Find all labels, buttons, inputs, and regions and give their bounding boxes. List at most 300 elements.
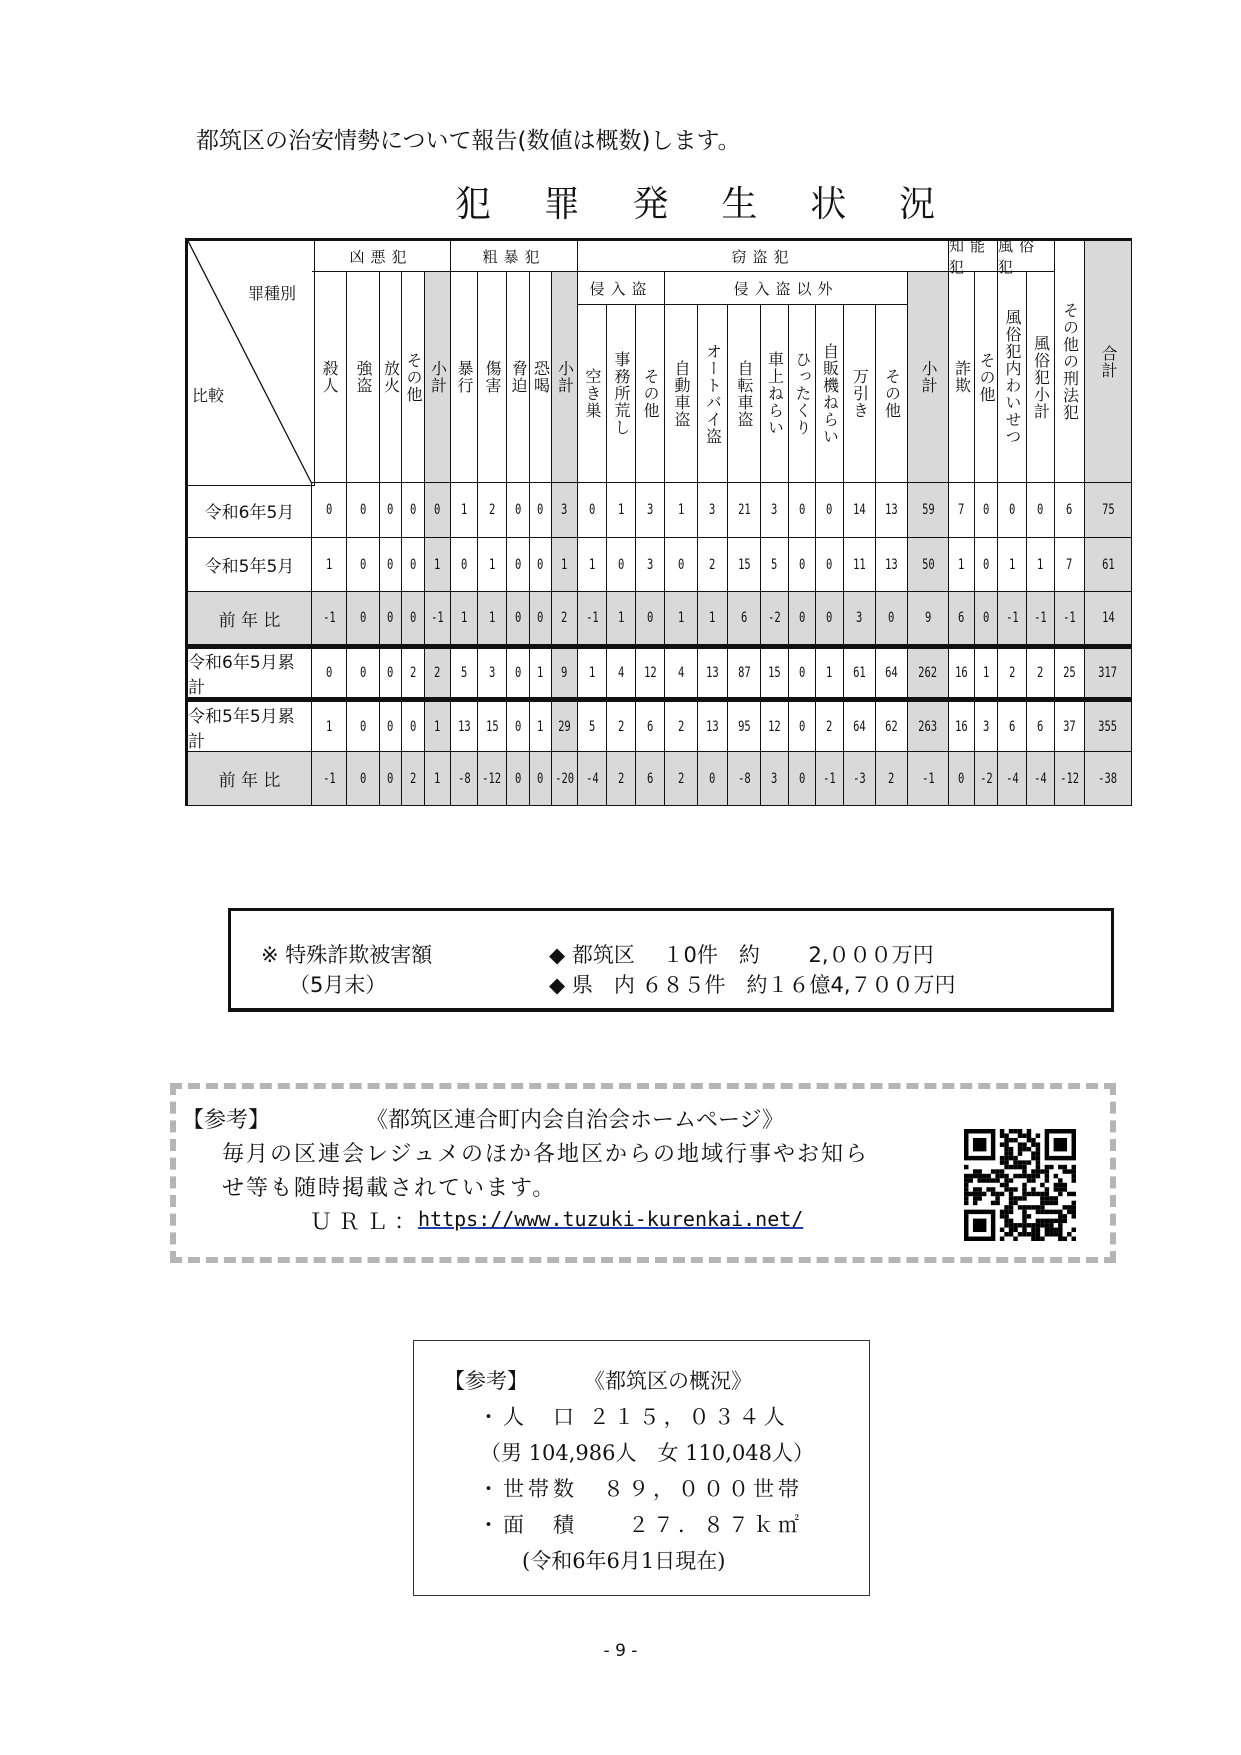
data-cell — [607, 645, 636, 698]
data-cell-text: -1 — [322, 610, 336, 626]
data-cell-text: 16 — [955, 718, 968, 735]
data-cell-text: -20 — [555, 770, 574, 787]
qr-module — [986, 1187, 990, 1191]
qr-module — [1036, 1156, 1040, 1160]
qr-module — [1004, 1232, 1008, 1236]
data-cell — [636, 645, 665, 698]
qr-module — [973, 1192, 977, 1196]
data-cell-text: 59 — [921, 502, 935, 518]
qr-module — [1049, 1228, 1053, 1232]
data-cell — [380, 698, 402, 752]
qr-module — [1027, 1160, 1031, 1164]
data-cell-text: 2 — [677, 770, 685, 787]
qr-module — [968, 1192, 972, 1196]
qr-module — [1058, 1223, 1062, 1227]
qr-module — [1063, 1205, 1067, 1209]
data-cell — [844, 592, 876, 645]
qr-module — [1004, 1183, 1008, 1187]
data-cell-text: 0 — [409, 556, 417, 573]
title-char: 罪 — [543, 184, 580, 225]
data-cell — [451, 752, 478, 806]
qr-module — [1022, 1219, 1026, 1223]
data-cell — [478, 752, 507, 806]
qr-finder — [973, 1219, 986, 1232]
data-cell — [698, 752, 728, 806]
overview-gender: （男 104,986人 女 110,048人） — [480, 1441, 815, 1465]
row-label — [188, 538, 312, 592]
qr-module — [1031, 1178, 1035, 1182]
data-cell-text: 13 — [706, 665, 719, 681]
data-cell — [451, 592, 478, 645]
data-cell-text: 263 — [918, 718, 938, 735]
qr-module — [1063, 1169, 1067, 1173]
qr-module — [1027, 1129, 1031, 1133]
data-cell-text: -12 — [1060, 770, 1079, 787]
column-header — [312, 272, 347, 483]
data-cell — [636, 538, 665, 592]
title-char: 発 — [632, 184, 669, 225]
data-cell-text: 0 — [537, 502, 544, 518]
qr-module — [1054, 1219, 1058, 1223]
qr-module — [1045, 1178, 1049, 1182]
subgroup-header-burglary-text: 侵入盗 — [589, 279, 653, 298]
qr-module — [1045, 1196, 1049, 1200]
data-cell-text: 21 — [737, 502, 751, 518]
qr-module — [1009, 1129, 1013, 1133]
data-cell — [789, 483, 816, 538]
data-cell — [1085, 698, 1132, 752]
qr-module — [1027, 1178, 1031, 1182]
data-cell-text: 15 — [768, 665, 781, 681]
qr-module — [1022, 1142, 1026, 1146]
data-cell-text: 0 — [798, 556, 806, 573]
data-cell — [347, 592, 380, 645]
data-cell — [728, 592, 761, 645]
qr-module — [1063, 1187, 1067, 1191]
data-cell — [908, 698, 949, 752]
group-header-intellectual-text: 知能犯 — [949, 237, 992, 276]
data-cell — [949, 538, 975, 592]
data-cell-text: 9 — [561, 665, 568, 681]
column-header — [876, 305, 908, 483]
column-header-text: その他 — [404, 351, 423, 403]
qr-module — [1063, 1219, 1067, 1223]
data-cell — [530, 483, 552, 538]
data-cell — [761, 645, 789, 698]
qr-module — [964, 1174, 968, 1178]
data-cell-text: -8 — [457, 770, 471, 787]
data-cell-text: 2 — [677, 718, 685, 735]
data-cell-text: 75 — [1101, 502, 1115, 518]
qr-module — [1031, 1205, 1035, 1209]
data-cell-text: 1 — [1008, 556, 1016, 573]
data-cell-text: 0 — [798, 610, 806, 626]
qr-module — [1022, 1214, 1026, 1218]
qr-module — [1018, 1174, 1022, 1178]
data-cell-text: 0 — [798, 665, 806, 681]
qr-module — [1009, 1223, 1013, 1227]
data-cell-text: 3 — [856, 610, 863, 626]
qr-module — [968, 1174, 972, 1178]
qr-module — [973, 1174, 977, 1178]
data-cell-text: 0 — [958, 770, 965, 787]
data-cell-text: 1 — [826, 665, 833, 681]
qr-module — [1022, 1160, 1026, 1164]
data-cell — [552, 645, 578, 698]
qr-module — [964, 1192, 968, 1196]
qr-module — [1018, 1147, 1022, 1151]
fraud-prefecture-line: ◆ 県 内 ６８５件 約１６億4,７００万円 — [549, 973, 956, 997]
row-label-text: 令和5年5月 — [204, 557, 295, 577]
column-header — [478, 272, 507, 483]
qr-module — [1009, 1219, 1013, 1223]
table-corner-header — [188, 241, 315, 486]
data-cell-text: 3 — [709, 502, 716, 518]
data-cell-text: 0 — [982, 502, 990, 518]
data-cell-text: -1 — [823, 770, 836, 787]
data-cell — [530, 645, 552, 698]
column-header — [665, 305, 698, 483]
qr-module — [1031, 1156, 1035, 1160]
url-label: ＵＲＬ： — [310, 1210, 423, 1235]
column-header — [402, 272, 425, 483]
column-header-text: 強盗 — [354, 360, 373, 394]
qr-module — [1013, 1160, 1017, 1164]
data-cell-text: 4 — [617, 665, 625, 681]
data-cell-text: -2 — [979, 770, 993, 787]
diagonal-line — [188, 241, 315, 486]
data-cell — [578, 645, 607, 698]
overview-population: ・人 口 ２１５，０３４人 — [478, 1405, 789, 1429]
qr-module — [1000, 1160, 1004, 1164]
column-header — [698, 305, 728, 483]
data-cell — [908, 645, 949, 698]
qr-module — [1009, 1192, 1013, 1196]
qr-module — [1027, 1232, 1031, 1236]
data-cell — [816, 538, 844, 592]
column-header-text: その他 — [882, 368, 902, 419]
data-cell-text: 0 — [387, 610, 394, 626]
qr-module — [1031, 1169, 1035, 1173]
data-cell — [698, 483, 728, 538]
qr-module — [1072, 1201, 1076, 1205]
column-header-text: その他の刑法犯 — [1060, 302, 1080, 421]
column-header-text: 事務所荒し — [612, 351, 631, 436]
data-cell — [816, 752, 844, 806]
data-cell-text: -1 — [1034, 610, 1047, 626]
data-cell-text: 0 — [514, 665, 522, 681]
data-cell-text: 2 — [1037, 665, 1044, 681]
data-cell-text: 0 — [826, 502, 833, 518]
qr-module — [1000, 1174, 1004, 1178]
data-cell — [665, 483, 698, 538]
qr-module — [1004, 1147, 1008, 1151]
data-cell-text: -1 — [1005, 610, 1019, 626]
data-cell — [1085, 538, 1132, 592]
qr-module — [964, 1187, 968, 1191]
qr-module — [1072, 1192, 1076, 1196]
overview-heading: 【参考】 — [444, 1369, 528, 1393]
qr-module — [1031, 1187, 1035, 1191]
data-cell-text: 13 — [457, 718, 471, 735]
column-header — [728, 305, 761, 483]
overview-households: ・世帯数 ８９，０００世帯 — [478, 1477, 803, 1501]
data-cell-text: 0 — [359, 665, 367, 681]
data-cell-text: 1 — [537, 718, 544, 735]
qr-module — [1054, 1228, 1058, 1232]
qr-module — [1063, 1165, 1067, 1169]
qr-module — [1018, 1223, 1022, 1227]
qr-module — [1049, 1219, 1053, 1223]
qr-module — [1036, 1232, 1040, 1236]
qr-module — [1027, 1133, 1031, 1137]
page-title — [455, 176, 935, 227]
qr-module — [1031, 1237, 1035, 1241]
data-cell — [478, 645, 507, 698]
data-cell — [665, 538, 698, 592]
data-cell — [578, 752, 607, 806]
qr-module — [1036, 1192, 1040, 1196]
qr-module — [1018, 1196, 1022, 1200]
qr-module — [1013, 1174, 1017, 1178]
group-header-moral-text: 風俗犯 — [998, 237, 1041, 276]
column-header — [451, 272, 478, 483]
qr-finder — [1054, 1138, 1067, 1151]
data-cell-text: 3 — [771, 502, 778, 518]
data-cell-text: 6 — [1008, 718, 1016, 735]
qr-module — [1072, 1205, 1076, 1209]
data-cell — [402, 538, 425, 592]
data-cell — [425, 538, 451, 592]
data-cell-text: 1 — [434, 718, 441, 735]
data-cell — [998, 483, 1027, 538]
data-cell — [1055, 698, 1085, 752]
column-header — [949, 272, 975, 483]
data-cell — [1085, 752, 1132, 806]
data-cell — [530, 592, 552, 645]
title-char: 生 — [721, 184, 758, 225]
data-cell — [789, 752, 816, 806]
qr-module — [1031, 1223, 1035, 1227]
data-cell-text: 0 — [387, 556, 394, 573]
homepage-reference-box — [170, 1083, 1116, 1263]
overview-as-of: (令和6年6月1日現在) — [522, 1549, 726, 1573]
data-cell — [552, 698, 578, 752]
data-cell-text: -1 — [585, 610, 599, 626]
group-header-intellectual — [949, 237, 998, 276]
data-cell — [578, 592, 607, 645]
column-header-text: 車上ねらい — [765, 351, 785, 436]
qr-module — [1063, 1214, 1067, 1218]
row-label — [188, 483, 312, 538]
qr-module — [977, 1196, 981, 1200]
column-header — [1085, 241, 1132, 483]
data-cell — [552, 483, 578, 538]
data-cell — [949, 698, 975, 752]
group-header-theft — [578, 241, 949, 272]
column-header-text: その他 — [977, 351, 996, 403]
qr-module — [1009, 1178, 1013, 1182]
column-header-text: その他 — [641, 368, 660, 419]
data-cell-text: 0 — [359, 556, 367, 573]
qr-module — [964, 1165, 968, 1169]
column-header-text: 小計 — [428, 360, 448, 394]
qr-module — [1004, 1160, 1008, 1164]
qr-module — [1036, 1228, 1040, 1232]
qr-module — [1045, 1192, 1049, 1196]
data-cell-text: 0 — [514, 718, 522, 735]
qr-module — [991, 1201, 995, 1205]
qr-module — [1072, 1174, 1076, 1178]
qr-module — [1004, 1165, 1008, 1169]
data-cell — [380, 645, 402, 698]
data-cell-text: 3 — [488, 665, 496, 681]
qr-module — [1022, 1133, 1026, 1137]
data-cell — [1055, 645, 1085, 698]
qr-module — [1013, 1138, 1017, 1142]
data-cell-text: 37 — [1063, 718, 1076, 735]
data-cell — [844, 645, 876, 698]
data-cell — [1055, 483, 1085, 538]
qr-module — [1018, 1165, 1022, 1169]
qr-module — [1000, 1133, 1004, 1137]
qr-module — [995, 1174, 999, 1178]
data-cell-text: 0 — [387, 665, 394, 681]
data-cell — [975, 483, 998, 538]
qr-module — [1013, 1129, 1017, 1133]
data-cell-text: 0 — [409, 610, 417, 626]
qr-module — [1049, 1210, 1053, 1214]
qr-module — [1040, 1169, 1044, 1173]
fraud-damage-box — [228, 908, 1114, 1012]
data-cell — [698, 538, 728, 592]
qr-module — [1027, 1147, 1031, 1151]
data-cell-text: 0 — [359, 718, 367, 735]
data-cell — [507, 538, 530, 592]
qr-module — [986, 1178, 990, 1182]
data-cell — [998, 752, 1027, 806]
data-cell — [665, 645, 698, 698]
column-header-text: 合計 — [1099, 344, 1118, 379]
qr-module — [1045, 1232, 1049, 1236]
qr-module — [1004, 1219, 1008, 1223]
data-cell — [728, 538, 761, 592]
qr-module — [982, 1192, 986, 1196]
data-cell-text: 1 — [488, 556, 496, 573]
data-cell-text: 0 — [798, 718, 806, 735]
row-label-text: 前 年 比 — [218, 610, 281, 631]
qr-module — [977, 1174, 981, 1178]
qr-module — [1018, 1205, 1022, 1209]
qr-module — [968, 1178, 972, 1182]
data-cell-text: 1 — [434, 770, 441, 787]
qr-module — [1009, 1228, 1013, 1232]
reference-line-1: 毎月の区連会レジュメのほか各地区からの地域行事やお知ら — [222, 1142, 870, 1167]
qr-module — [1009, 1156, 1013, 1160]
qr-module — [1045, 1174, 1049, 1178]
qr-module — [973, 1169, 977, 1173]
qr-module — [1004, 1205, 1008, 1209]
qr-module — [1000, 1192, 1004, 1196]
data-cell-text: 2 — [561, 610, 568, 626]
data-cell — [665, 592, 698, 645]
data-cell-text: 0 — [434, 502, 441, 518]
reference-title: 《都筑区連合町内会自治会ホームページ》 — [366, 1108, 784, 1133]
qr-module — [1000, 1214, 1004, 1218]
qr-module — [1072, 1214, 1076, 1218]
data-cell-text: 0 — [514, 556, 522, 573]
data-cell-text: 0 — [409, 718, 417, 735]
data-cell — [975, 752, 998, 806]
qr-module — [991, 1192, 995, 1196]
qr-module — [964, 1178, 968, 1182]
column-header — [607, 305, 636, 483]
data-cell — [507, 483, 530, 538]
qr-module — [1022, 1228, 1026, 1232]
data-cell — [698, 645, 728, 698]
data-cell — [789, 538, 816, 592]
qr-module — [1013, 1201, 1017, 1205]
homepage-link[interactable]: https://www.tuzuki-kurenkai.net/ — [418, 1207, 804, 1231]
crime-statistics-table — [185, 238, 1132, 806]
qr-module — [973, 1196, 977, 1200]
data-cell-text: 2 — [888, 770, 895, 787]
data-cell-text: 0 — [537, 556, 544, 573]
data-cell-text: 1 — [588, 556, 596, 573]
data-cell — [380, 538, 402, 592]
column-header — [998, 272, 1027, 483]
data-cell — [607, 698, 636, 752]
data-cell — [507, 752, 530, 806]
data-cell-text: 2 — [709, 556, 716, 573]
ward-overview-box — [413, 1340, 870, 1596]
qr-module — [1058, 1187, 1062, 1191]
qr-module — [1018, 1133, 1022, 1137]
data-cell-text: 2 — [409, 665, 417, 681]
data-cell-text: 0 — [798, 502, 806, 518]
data-cell-text: 0 — [826, 610, 833, 626]
data-cell — [530, 698, 552, 752]
data-cell — [761, 698, 789, 752]
data-cell — [698, 698, 728, 752]
column-header — [844, 305, 876, 483]
data-cell — [1027, 645, 1055, 698]
row-label — [188, 698, 312, 752]
data-cell-text: -12 — [482, 770, 502, 787]
qr-module — [1040, 1196, 1044, 1200]
qr-module — [1013, 1156, 1017, 1160]
qr-module — [1067, 1210, 1071, 1214]
qr-module — [1022, 1147, 1026, 1151]
qr-module — [1004, 1187, 1008, 1191]
qr-module — [1022, 1192, 1026, 1196]
data-cell-text: 13 — [885, 502, 898, 518]
qr-module — [964, 1183, 968, 1187]
column-header-text: 殺人 — [320, 360, 339, 394]
data-cell-text: 0 — [588, 502, 596, 518]
qr-module — [964, 1196, 968, 1200]
data-cell — [728, 483, 761, 538]
qr-module — [1058, 1214, 1062, 1218]
data-cell — [507, 592, 530, 645]
data-cell-text: -2 — [768, 610, 781, 626]
data-cell — [975, 538, 998, 592]
data-cell-text: 14 — [1101, 610, 1115, 626]
group-header-moral — [998, 237, 1055, 276]
data-cell — [425, 698, 451, 752]
group-header-violent — [312, 241, 451, 272]
qr-module — [1000, 1156, 1004, 1160]
